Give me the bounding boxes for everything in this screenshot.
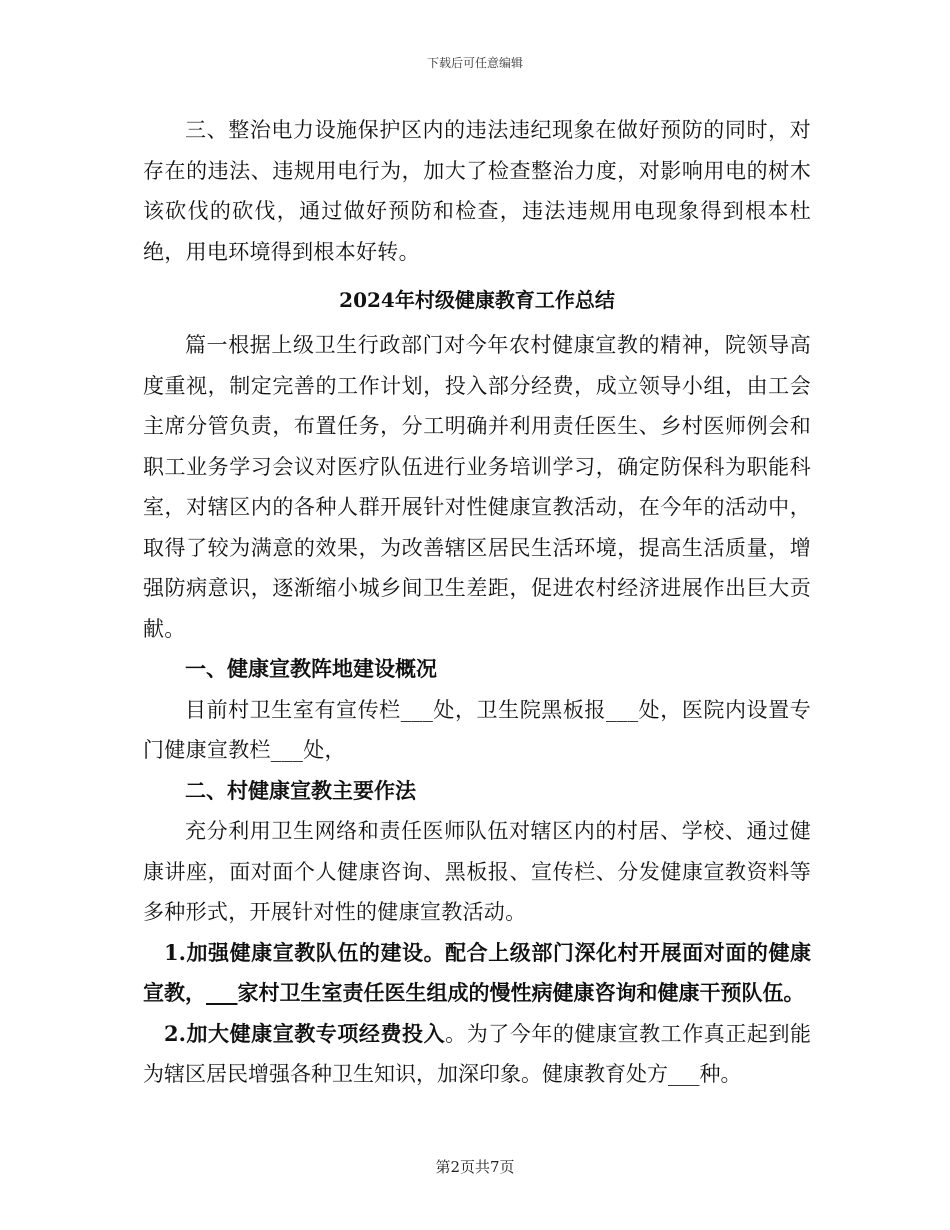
header-note: 下载后可任意编辑	[426, 56, 523, 70]
list-item-1: 1.加强健康宣教队伍的建设。配合上级部门深化村开展面对面的健康宣教，___家村卫生室责任医生组成的慢性病健康咨询和健康干预队伍。	[143, 939, 811, 1005]
paragraph-2: 目前村卫生室有宣传栏___处，卫生院黑板报___处，医院内设置专门健康宣教栏___处，	[143, 697, 811, 762]
section-heading-1: 一、健康宣教阵地建设概况	[185, 656, 437, 681]
list-item-2	[143, 1014, 811, 1095]
paragraph-1: 篇一根据上级卫生行政部门对今年农村健康宣教的精神，院领导高度重视，制定完善的工作计划，投入部分经费，成立领导小组，由工会主席分管负责，布置任务，分工明确并利用责任医生、乡村医师例会和职工业务学习会议对医疗队伍进行业务培训学习，确定防保科为职能科室，对辖区内的各种人群开展针对性健康宣教活动，在今年的活动中，取得了较为满意的效果，为改善辖区居民生活环境，提高生活质量，增强防病意识，逐渐缩小城乡间卫生差距，促进农村经济进展作出巨大贡献。	[143, 333, 811, 641]
section-heading-2: 二、村健康宣教主要作法	[185, 777, 416, 803]
list-item-2-lead: 2.加大健康宣教专项经费投入	[164, 1020, 446, 1046]
intro-paragraph: 三、整治电力设施保护区内的违法违纪现象在做好预防的同时，对存在的违法、违规用电行为，加大了检查整治力度，对影响用电的树木该砍伐的砍伐，通过做好预防和检查，违法违规用电现象得到根本杜绝，用电环境得到根本好转。	[143, 118, 811, 264]
page-number: 第2页共7页	[435, 1158, 515, 1176]
document-title: 2024年村级健康教育工作总结	[339, 288, 615, 312]
list-item-2-body: 。为了今年的健康宣教工作真正起到能为辖区居民增强各种卫生知识，加深印象。健康教育处方___种。	[143, 1021, 812, 1086]
paragraph-3: 充分利用卫生网络和责任医师队伍对辖区内的村居、学校、通过健康讲座，面对面个人健康咨询、黑板报、宣传栏、分发健康宣教资料等多种形式，开展针对性的健康宣教活动。	[143, 819, 811, 924]
document-body	[143, 110, 811, 1095]
